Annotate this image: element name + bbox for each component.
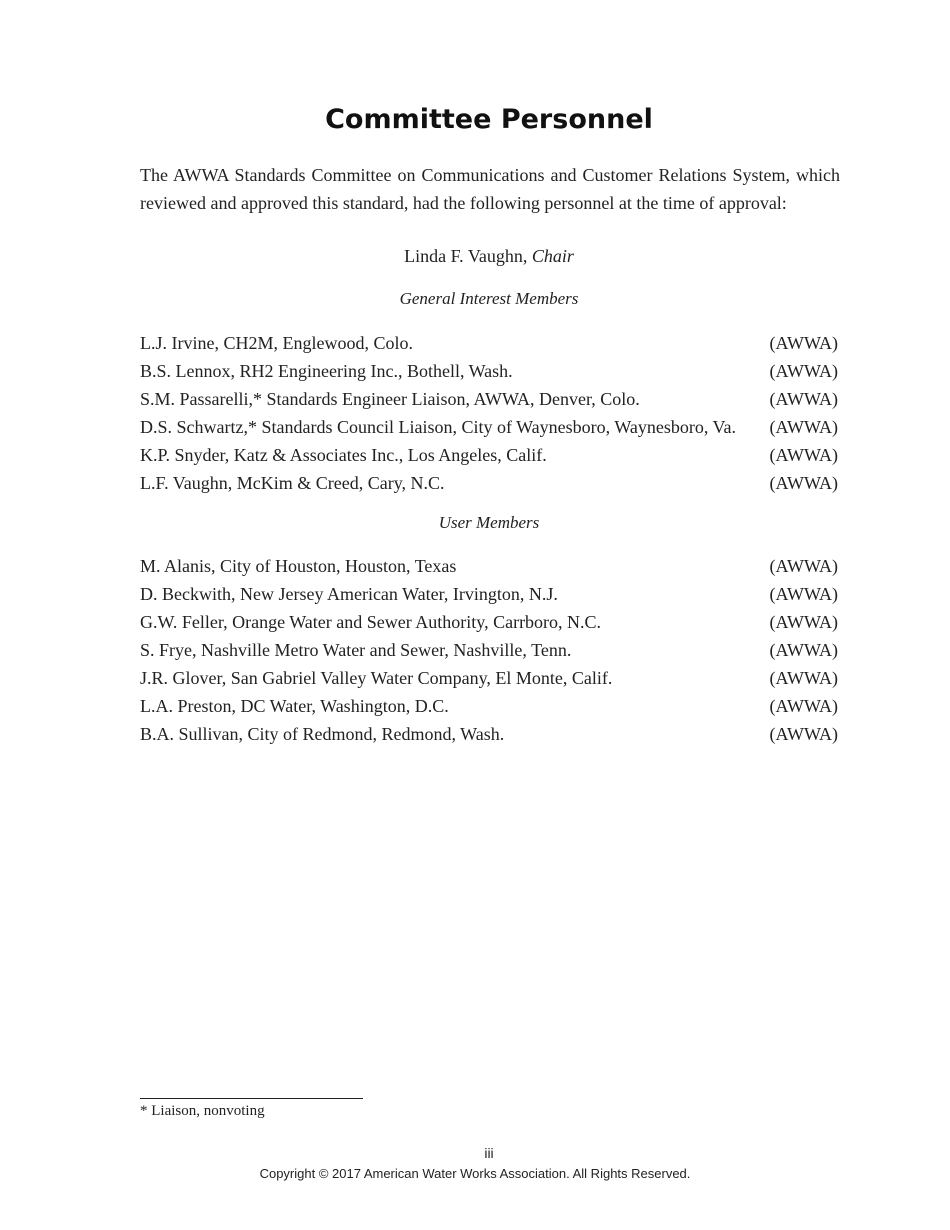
list-item: [140, 664, 838, 692]
committee-chair: [0, 246, 950, 267]
list-item: [140, 469, 838, 497]
list-item: [140, 357, 838, 385]
member-affiliation: (AWWA): [769, 417, 838, 437]
member-affiliation: (AWWA): [769, 724, 838, 744]
chair-name: Linda F. Vaughn,: [404, 246, 532, 266]
list-item: [140, 329, 838, 357]
list-item: [140, 720, 838, 748]
list-item: [140, 608, 838, 636]
chair-role: Chair: [531, 246, 574, 266]
member-name: K.P. Snyder, Katz & Associates Inc., Los Angeles, Calif.: [140, 445, 547, 465]
member-affiliation: (AWWA): [769, 473, 838, 493]
member-affiliation: (AWWA): [769, 584, 838, 604]
list-item: [140, 636, 838, 664]
member-name: G.W. Feller, Orange Water and Sewer Authority, Carrboro, N.C.: [140, 612, 602, 632]
member-affiliation: (AWWA): [769, 612, 838, 632]
member-name: J.R. Glover, San Gabriel Valley Water Company, El Monte, Calif.: [140, 668, 613, 688]
member-name: M. Alanis, City of Houston, Houston, Texas: [140, 556, 457, 576]
member-affiliation: (AWWA): [769, 556, 838, 576]
member-affiliation: (AWWA): [769, 361, 838, 381]
list-item: [140, 692, 838, 720]
member-name: S.M. Passarelli,* Standards Engineer Liaison, AWWA, Denver, Colo.: [140, 389, 640, 409]
member-affiliation: (AWWA): [769, 668, 838, 688]
list-item: [140, 413, 838, 441]
member-affiliation: (AWWA): [769, 333, 838, 353]
footnote-divider: [140, 1098, 363, 1099]
member-name: L.A. Preston, DC Water, Washington, D.C.: [140, 696, 449, 716]
user-member-list: [140, 552, 838, 748]
intro-paragraph: The AWWA Standards Committee on Communications and Customer Relations System, which reviewed and approved this standard, had the following personnel at the time of approval:: [140, 165, 840, 213]
member-name: D.S. Schwartz,* Standards Council Liaison, City of Waynesboro, Waynesboro, Va.: [140, 417, 737, 437]
member-name: B.S. Lennox, RH2 Engineering Inc., Bothell, Wash.: [140, 361, 513, 381]
footnote: * Liaison, nonvoting: [140, 1103, 265, 1119]
page-title: Committee Personnel: [325, 104, 653, 135]
member-name: S. Frye, Nashville Metro Water and Sewer, Nashville, Tenn.: [140, 640, 572, 660]
section-heading-general-interest: General Interest Members: [399, 289, 579, 308]
list-item: [140, 580, 838, 608]
list-item: [140, 385, 838, 413]
member-name: D. Beckwith, New Jersey American Water, Irvington, N.J.: [140, 584, 558, 604]
page-number: iii: [484, 1145, 494, 1161]
member-name: L.F. Vaughn, McKim & Creed, Cary, N.C.: [140, 473, 445, 493]
list-item: [140, 552, 838, 580]
member-affiliation: (AWWA): [769, 640, 838, 660]
section-heading-user-members: User Members: [438, 513, 540, 532]
copyright-notice: Copyright © 2017 American Water Works Association. All Rights Reserved.: [259, 1166, 691, 1181]
general-interest-member-list: [140, 329, 838, 497]
member-name: B.A. Sullivan, City of Redmond, Redmond, Wash.: [140, 724, 505, 744]
member-affiliation: (AWWA): [769, 389, 838, 409]
member-affiliation: (AWWA): [769, 696, 838, 716]
member-name: L.J. Irvine, CH2M, Englewood, Colo.: [140, 333, 413, 353]
list-item: [140, 441, 838, 469]
member-affiliation: (AWWA): [769, 445, 838, 465]
